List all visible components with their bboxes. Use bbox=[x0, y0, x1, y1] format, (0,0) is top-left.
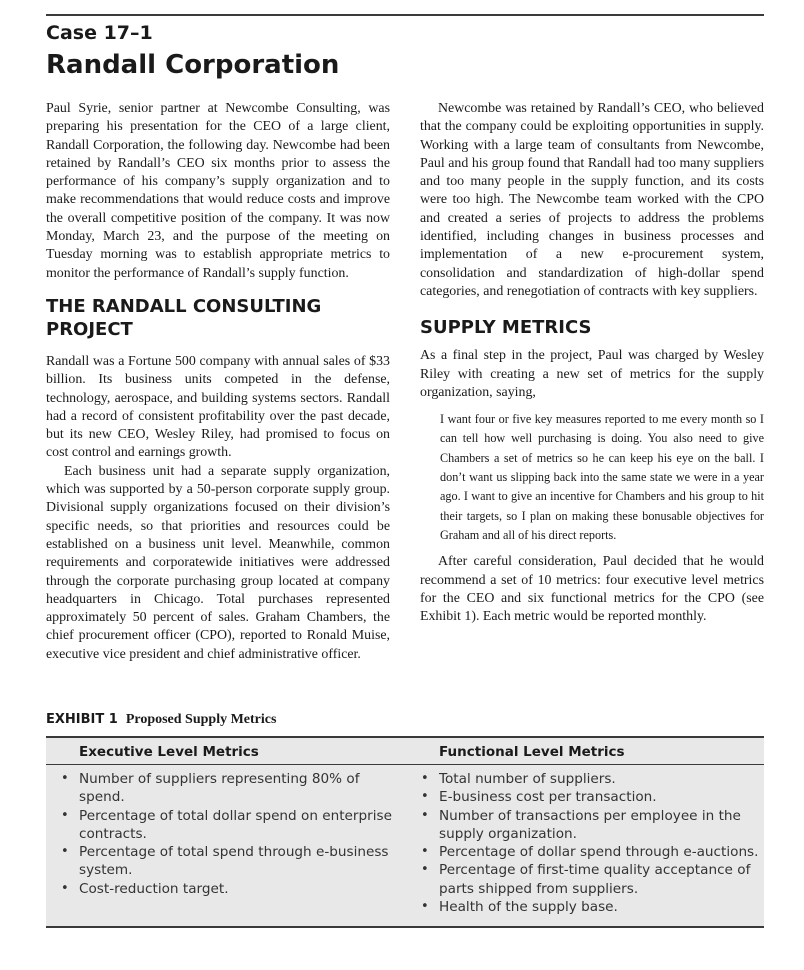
bullet-icon: • bbox=[421, 844, 429, 860]
list-item-text: Number of transactions per employee in the supply organization. bbox=[439, 807, 741, 842]
list-item bbox=[421, 861, 761, 898]
executive-metrics-list bbox=[61, 770, 406, 898]
body-paragraph: Newcombe was retained by Randall’s CEO, who believed that the company could be exploiting opportunities in supply. Working with a large team of consultants from Newcombe, Paul and his group found that Randall had too many suppliers and too many people in the supply function, and its costs were too high. The Newcombe team worked with the CPO and created a series of projects to address the problems identified, including changes in business processes and implementation of a new e-procurement system, consolidation and standardization of high-dollar spend categories, and renegotiation of contracts with key suppliers. bbox=[420, 101, 764, 299]
list-item bbox=[421, 843, 761, 861]
list-item bbox=[421, 898, 761, 916]
exhibit-number: EXHIBIT 1 bbox=[46, 712, 118, 727]
body-paragraph: After careful consideration, Paul decided that he would recommend a set of 10 metrics: four executive level metrics for the CEO and six functional metrics for the CPO (see Exhibit 1). Each metric would be reported monthly. bbox=[420, 554, 764, 625]
list-item-text: E-business cost per transaction. bbox=[439, 789, 657, 806]
top-rule bbox=[46, 14, 764, 16]
list-item-text: Total number of suppliers. bbox=[439, 771, 616, 787]
bullet-icon: • bbox=[421, 899, 429, 915]
list-item bbox=[61, 807, 406, 844]
list-item-text: Cost-reduction target. bbox=[79, 880, 229, 897]
page-title: Randall Corporation bbox=[46, 50, 340, 80]
bullet-icon: • bbox=[421, 771, 429, 786]
list-item bbox=[61, 880, 406, 898]
list-item-text: Percentage of total spend through e-business system. bbox=[79, 844, 389, 879]
functional-metrics-header: Functional Level Metrics bbox=[439, 744, 625, 760]
list-item bbox=[421, 807, 761, 844]
list-item-text: Percentage of dollar spend through e-auctions. bbox=[439, 844, 759, 861]
section-heading-supply-metrics: SUPPLY METRICS bbox=[420, 317, 592, 339]
intro-paragraph: Paul Syrie, senior partner at Newcombe Consulting, was preparing his presentation for the CEO of a large client, Randall Corporation, the following day. Newcombe had been retained by Randall’s CEO six months prior to assess the performance of his company’s supply organization and to make recommendations that would reduce costs and improve the overall competitive position of the company. It was now Monday, March 23, and the purpose of the meeting on Tuesday morning was to establish appropriate metrics to monitor the performance of Randall’s supply function. bbox=[46, 101, 390, 281]
bullet-icon: • bbox=[61, 771, 69, 786]
exhibit-caption: Proposed Supply Metrics bbox=[125, 712, 277, 727]
list-item-text: Percentage of first-time quality acceptance of parts shipped from suppliers. bbox=[439, 862, 751, 897]
list-item-text: Percentage of total dollar spend on enterprise contracts. bbox=[79, 807, 392, 842]
list-item-text: Number of suppliers representing 80% of spend. bbox=[79, 771, 360, 806]
functional-metrics-list bbox=[421, 770, 761, 916]
bullet-icon: • bbox=[61, 807, 69, 823]
bullet-icon: • bbox=[421, 862, 429, 878]
section-heading-consulting-project: THE RANDALL CONSULTING PROJECT bbox=[46, 295, 322, 340]
list-item bbox=[421, 788, 761, 806]
bullet-icon: • bbox=[61, 844, 69, 860]
ceo-quote: I want four or five key measures reported to me every month so I can tell how well purchasing is doing. You also need to give Chambers a set of metrics so he can keep his eye on the ball. I don’t want us slipping back into the same state we were in a year ago. I want to give an incentive for Chambers and his group to hit their targets, so I plan on making these bonusable objectives for Graham and all of his direct reports. bbox=[440, 412, 764, 542]
exhibit-table bbox=[46, 736, 764, 928]
bullet-icon: • bbox=[61, 880, 69, 896]
body-paragraph: As a final step in the project, Paul was charged by Wesley Riley with creating a new set of metrics for the supply organization, saying, bbox=[420, 348, 764, 400]
list-item bbox=[61, 843, 406, 880]
body-paragraph: Randall was a Fortune 500 company with annual sales of $33 billion. Its business units competed in the defense, technology, aerospace, and building systems sectors. Randall had a record of consistent profitability over the past decade, but its new CEO, Wesley Riley, had promised to focus on cost control and earnings growth. bbox=[46, 353, 390, 461]
exhibit-label bbox=[46, 710, 276, 728]
bullet-icon: • bbox=[421, 789, 429, 805]
body-paragraph: Each business unit had a separate supply organization, which was supported by a 50-person corporate supply group. Divisional supply organizations focused on their division’s specific needs, so that priorities and resources could be established on a business unit level. Meanwhile, common requirements and corporatewide initiatives were addressed through the corporate purchasing group located at company headquarters in Chicago. Total purchases represented approximately 50 percent of sales. Graham Chambers, the chief procurement officer (CPO), reported to Ronald Muise, executive vice president and chief administrative officer. bbox=[46, 463, 390, 662]
exhibit-header-row bbox=[46, 738, 764, 765]
right-column bbox=[420, 100, 764, 626]
bullet-icon: • bbox=[421, 807, 429, 823]
list-item-text: Health of the supply base. bbox=[439, 899, 618, 916]
executive-metrics-header: Executive Level Metrics bbox=[79, 744, 259, 760]
list-item bbox=[61, 770, 406, 807]
case-number: Case 17–1 bbox=[46, 22, 153, 44]
left-column bbox=[46, 100, 390, 664]
list-item bbox=[421, 770, 761, 788]
